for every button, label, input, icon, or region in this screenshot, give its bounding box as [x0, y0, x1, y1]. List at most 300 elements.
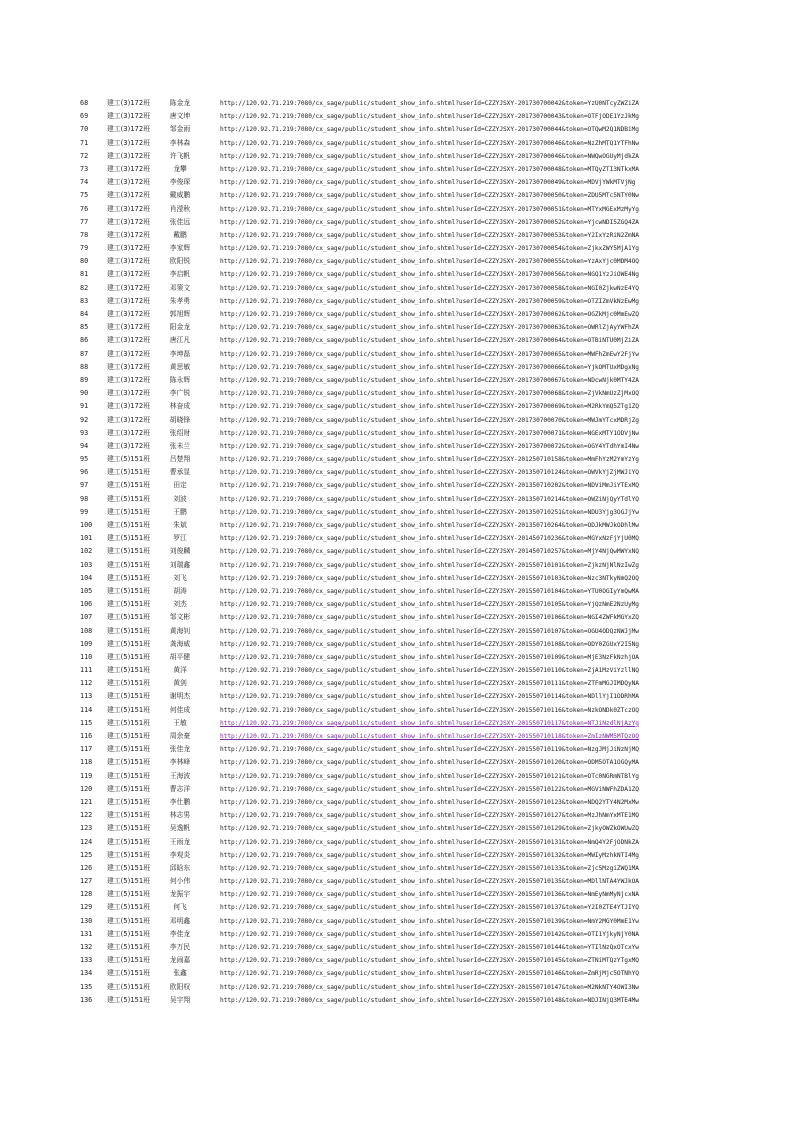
student-name: 陈金龙: [169, 99, 191, 107]
table-row: [0, 176, 793, 189]
table-row: [0, 954, 793, 967]
student-info-link[interactable]: http://120.92.71.219:7080/cx_sage/public/student_show_info.shtml?userId=CZZYJSXY-201730700043&token=OTFjODE1YzJkMg: [220, 113, 639, 121]
row-number: 114: [80, 705, 93, 714]
row-number: 121: [80, 797, 93, 806]
student-name: 王敏: [173, 718, 187, 727]
row-number: 68: [80, 99, 89, 107]
table-row: [0, 928, 793, 941]
student-name: 王海波: [169, 771, 191, 780]
class-name: 建工(3)172班: [107, 99, 150, 107]
student-info-link[interactable]: http://120.92.71.219:7080/cx_sage/public/student_show_info.shtml?userId=CZZYJSXY-201730700070&token=MWJmYTcxMDRjZg: [220, 416, 639, 424]
student-name: 何小伟: [169, 877, 191, 886]
class-name: 建工(3)172班: [107, 336, 150, 345]
table-row: [0, 150, 793, 163]
student-info-link[interactable]: http://120.92.71.219:7080/cx_sage/public/student_show_info.shtml?userId=CZZYJSXY-201350710264&token=ODJkMWJkODhlMw: [220, 522, 639, 529]
table-row: [0, 638, 793, 651]
student-name: 李仕鹏: [169, 797, 191, 806]
student-info-link[interactable]: http://120.92.71.219:7080/cx_sage/public/student_show_info.shtml?userId=CZZYJSXY-201550710110&token=ZjA1MzViYzllNQ: [220, 667, 639, 675]
student-info-link[interactable]: http://120.92.71.219:7080/cx_sage/public/student_show_info.shtml?userId=CZZYJSXY-201550710119&token=NzgJMjJiNzNjMQ: [220, 746, 639, 754]
class-name: 建工(5)151班: [107, 468, 150, 477]
student-info-link[interactable]: http://120.92.71.219:7080/cx_sage/public/student_show_info.shtml?userId=CZZYJSXY-201450710236&token=MGYxNzFjYjU0MQ: [220, 535, 639, 543]
student-info-link[interactable]: http://120.92.71.219:7080/cx_sage/public/student_show_info.shtml?userId=CZZYJSXY-201550710129&token=ZjkyOWZkOWUwZQ: [220, 825, 639, 833]
table-row: [0, 110, 793, 123]
class-name: 建工(3)172班: [107, 415, 150, 424]
student-info-link[interactable]: http://120.92.71.219:7080/cx_sage/public/student_show_info.shtml?userId=CZZYJSXY-201730700065&token=MWFhZmEwY2FjYw: [220, 350, 639, 358]
class-name: 建工(5)151班: [107, 969, 150, 978]
student-name: 李启帆: [169, 270, 191, 279]
class-name: 建工(5)151班: [107, 929, 150, 938]
row-number: 87: [80, 349, 89, 358]
student-info-link[interactable]: http://120.92.71.219:7080/cx_sage/public/student_show_info.shtml?userId=CZZYJSXY-201350710251&token=NDU3Yjg3OGJjYw: [220, 508, 639, 516]
row-number: 93: [80, 428, 89, 437]
class-name: 建工(3)172班: [107, 296, 150, 305]
student-name: 邓明鑫: [169, 916, 191, 925]
class-name: 建工(3)172班: [107, 230, 150, 239]
table-row: [0, 295, 793, 308]
row-number: 124: [80, 837, 93, 846]
class-name: 建工(5)151班: [107, 705, 150, 714]
class-name: 建工(5)151班: [107, 626, 150, 635]
row-number: 82: [80, 283, 89, 292]
class-name: 建工(5)151班: [107, 600, 150, 609]
student-info-link[interactable]: http://120.92.71.219:7080/cx_sage/public/student_show_info.shtml?userId=CZZYJSXY-201550710137&token=Y2I0ZTE4YTJIYQ: [220, 904, 639, 912]
row-number: 92: [80, 415, 89, 424]
student-info-link[interactable]: http://120.92.71.219:7080/cx_sage/public/student_show_info.shtml?userId=CZZYJSXY-201730700062&token=OGZkMjc0MmEwZQ: [220, 311, 639, 318]
row-number: 130: [80, 916, 93, 925]
class-name: 建工(5)151班: [107, 586, 150, 595]
student-info-link[interactable]: http://120.92.71.219:7080/cx_sage/public/student_show_info.shtml?userId=CZZYJSXY-201550710103&token=Nzc3NTkyNmQ2OQ: [220, 574, 639, 582]
student-name: 李佳龙: [169, 929, 191, 938]
class-name: 建工(3)172班: [107, 191, 150, 200]
table-row: [0, 625, 793, 638]
row-number: 134: [80, 969, 93, 978]
row-number: 108: [80, 626, 93, 635]
class-name: 建工(5)151班: [107, 692, 150, 701]
table-row: [0, 783, 793, 796]
student-info-link[interactable]: http://120.92.71.219:7080/cx_sage/public/student_show_info.shtml?userId=CZZYJSXY-201550710135&token=MDllNTA4YWJkOA: [220, 878, 639, 886]
table-row: [0, 901, 793, 914]
student-info-link[interactable]: http://120.92.71.219:7080/cx_sage/public/student_show_info.shtml?userId=CZZYJSXY-201730700048&token=MTQyZTI3NTkxMA: [220, 165, 639, 173]
class-name: 建工(3)172班: [107, 125, 150, 134]
class-name: 建工(5)151班: [107, 613, 150, 622]
table-row: [0, 453, 793, 466]
student-info-link[interactable]: http://120.92.71.219:7080/cx_sage/public/student_show_info.shtml?userId=CZZYJSXY-201550710105&token=YjQzNmE2NzUyMg: [220, 601, 639, 609]
student-info-link[interactable]: http://120.92.71.219:7080/cx_sage/public/student_show_info.shtml?userId=CZZYJSXY-201730700055&token=YzAxYjc0MDM4OQ: [220, 258, 639, 266]
student-info-link[interactable]: http://120.92.71.219:7080/cx_sage/public/student_show_info.shtml?userId=CZZYJSXY-201730700069&token=M2RkYmQ5ZTg1ZQ: [220, 403, 639, 411]
student-name: 龚海威: [169, 639, 191, 648]
student-info-link[interactable]: http://120.92.71.219:7080/cx_sage/public/student_show_info.shtml?userId=CZZYJSXY-201730700044&token=OTQwM2Q1NDBiMg: [220, 126, 639, 134]
student-name: 黄思敏: [169, 362, 191, 371]
class-name: 建工(3)172班: [107, 375, 150, 384]
class-name: 建工(5)151班: [107, 956, 150, 965]
table-row: [0, 216, 793, 229]
student-info-link[interactable]: http://120.92.71.219:7080/cx_sage/public/student_show_info.shtml?userId=CZZYJSXY-201550710107&token=OGU4ODQzNWJjMw: [220, 627, 639, 635]
student-info-link[interactable]: http://120.92.71.219:7080/cx_sage/public/student_show_info.shtml?userId=CZZYJSXY-201550710121&token=OTc0NGRmNTBlYg: [220, 772, 639, 780]
row-number: 129: [80, 903, 93, 912]
row-number: 74: [80, 178, 89, 187]
class-name: 建工(5)151班: [107, 903, 150, 912]
row-number: 71: [80, 138, 89, 147]
table-row: [0, 809, 793, 822]
table-row: [0, 189, 793, 202]
class-name: 建工(5)151班: [107, 837, 150, 846]
student-name: 张未兰: [169, 441, 191, 450]
student-info-link[interactable]: http://120.92.71.219:7080/cx_sage/public/student_show_info.shtml?userId=CZZYJSXY-201550710145&token=ZTNiMTQzYTgxMQ: [220, 957, 639, 965]
student-info-link[interactable]: http://120.92.71.219:7080/cx_sage/public/student_show_info.shtml?userId=CZZYJSXY-201730700063&token=OWRlZjAyYWFhZA: [220, 324, 639, 332]
student-name: 林奋成: [169, 402, 191, 411]
class-name: 建工(5)151班: [107, 666, 150, 675]
student-info-link[interactable]: http://120.92.71.219:7080/cx_sage/public/student_show_info.shtml?userId=CZZYJSXY-201550710142&token=OTI1YjkyNjY0NA: [220, 930, 639, 938]
student-name: 肖滢秋: [169, 204, 191, 213]
student-info-link[interactable]: http://120.92.71.219:7080/cx_sage/public/student_show_info.shtml?userId=CZZYJSXY-201550710120&token=ODM5OTA1OGQyMA: [220, 759, 639, 767]
row-number: 73: [80, 164, 89, 173]
table-row: [0, 242, 793, 255]
row-number: 128: [80, 890, 93, 899]
student-name: 王雨龙: [169, 837, 191, 846]
row-number: 98: [80, 494, 89, 503]
row-number: 102: [80, 547, 93, 556]
table-row: [0, 559, 793, 572]
row-number: 107: [80, 613, 93, 622]
table-row: [0, 994, 793, 1007]
row-number: 118: [80, 758, 93, 767]
student-info-link[interactable]: http://120.92.71.219:7080/cx_sage/public/student_show_info.shtml?userId=CZZYJSXY-201550710146&token=ZmRjMjc5OTNhYQ: [220, 970, 639, 978]
student-info-link[interactable]: http://120.92.71.219:7080/cx_sage/public/student_show_info.shtml?userId=CZZYJSXY-201550710111&token=ZTFmMGJIMDQyNA: [220, 680, 639, 688]
table-row: [0, 479, 793, 492]
table-row: [0, 690, 793, 703]
table-row: [0, 493, 793, 506]
student-name: 龙攀: [173, 164, 187, 173]
table-row: [0, 466, 793, 479]
table-row: [0, 308, 793, 321]
student-name: 吴逸帆: [169, 824, 191, 833]
table-row: [0, 664, 793, 677]
student-name: 张佳远: [169, 217, 191, 226]
row-number: 81: [80, 270, 89, 279]
row-number: 133: [80, 956, 93, 965]
student-info-link[interactable]: http://120.92.71.219:7080/cx_sage/public/student_show_info.shtml?userId=CZZYJSXY-201730700049&token=MDVjYWkMTVjNg: [220, 179, 636, 187]
table-row: [0, 137, 793, 150]
row-number: 105: [80, 586, 93, 595]
class-name: 建工(5)151班: [107, 573, 150, 582]
student-name: 龙振宇: [169, 890, 191, 899]
table-row: [0, 229, 793, 242]
class-name: 建工(5)151班: [107, 494, 150, 503]
class-name: 建工(3)172班: [107, 151, 150, 160]
class-name: 建工(5)151班: [107, 811, 150, 820]
row-number: 109: [80, 639, 93, 648]
student-info-link[interactable]: http://120.92.71.219:7080/cx_sage/public/student_show_info.shtml?userId=CZZYJSXY-201730700046&token=NzZhMTQ1YTFhNw: [220, 139, 639, 147]
student-name: 刘飞: [173, 573, 187, 582]
row-number: 83: [80, 296, 89, 305]
class-name: 建工(5)151班: [107, 758, 150, 767]
row-number: 96: [80, 468, 89, 477]
student-name: 何飞: [173, 903, 187, 912]
student-info-link[interactable]: http://120.92.71.219:7080/cx_sage/public/student_show_info.shtml?userId=CZZYJSXY-201730700056&token=NGQ1YzJiOWE4Ng: [220, 271, 639, 279]
student-name: 郭旭辉: [169, 310, 191, 318]
student-info-link[interactable]: http://120.92.71.219:7080/cx_sage/public/student_show_info.shtml?userId=CZZYJSXY-201550710104&token=YTU0OGIyYmQwMA: [220, 587, 639, 595]
row-number: 135: [80, 982, 93, 991]
class-name: 建工(3)172班: [107, 244, 150, 253]
student-name: 李观炎: [169, 850, 191, 859]
student-name: 刘杰: [173, 600, 187, 609]
row-number: 94: [80, 441, 89, 450]
student-name: 曹志洋: [169, 784, 191, 793]
student-info-link[interactable]: http://120.92.71.219:7080/cx_sage/public/student_show_info.shtml?userId=CZZYJSXY-201550710114&token=NDllYjI1ODRhMA: [220, 693, 639, 701]
student-info-link[interactable]: http://120.92.71.219:7080/cx_sage/public/student_show_info.shtml?userId=CZZYJSXY-201730700066&token=YjkOMTUxMDgxNg: [220, 363, 639, 371]
class-name: 建工(5)151班: [107, 943, 150, 951]
table-row: [0, 822, 793, 835]
table-row: [0, 532, 793, 545]
table-row: [0, 862, 793, 875]
table-row: [0, 414, 793, 427]
row-number: 120: [80, 784, 93, 793]
row-number: 111: [80, 666, 93, 675]
table-row: [0, 545, 793, 558]
student-name: 吴宇翔: [169, 995, 191, 1004]
class-name: 建工(5)151班: [107, 745, 150, 754]
table-row: [0, 519, 793, 532]
table-row: [0, 770, 793, 783]
row-number: 104: [80, 573, 93, 582]
student-name: 朱孝勇: [169, 296, 191, 305]
student-name: 曹承显: [169, 468, 191, 477]
class-name: 建工(5)151班: [107, 481, 150, 490]
row-number: 91: [80, 402, 89, 411]
student-name: 李林森: [169, 138, 191, 147]
class-name: 建工(5)151班: [107, 890, 150, 899]
student-info-link[interactable]: http://120.92.71.219:7080/cx_sage/public/student_show_info.shtml?userId=CZZYJSXY-201730700064&token=OTBiNTU0MjZiZA: [220, 337, 639, 345]
table-row: [0, 374, 793, 387]
row-number: 115: [80, 718, 93, 727]
table-row: [0, 282, 793, 295]
student-name: 田定: [173, 481, 187, 490]
student-name: 欧阳锐: [169, 257, 191, 266]
row-number: 80: [80, 257, 89, 266]
table-row: [0, 440, 793, 453]
table-row: [0, 506, 793, 519]
row-number: 97: [80, 481, 89, 490]
student-name: 黄洋: [173, 666, 187, 675]
row-number: 78: [80, 230, 89, 239]
class-name: 建工(5)151班: [107, 547, 150, 556]
student-info-link[interactable]: http://120.92.71.219:7080/cx_sage/public/student_show_info.shtml?userId=CZZYJSXY-201730700058&token=NGI0ZjkwNzE4YQ: [220, 284, 639, 292]
student-name: 李家辉: [169, 244, 191, 253]
class-name: 建工(5)151班: [107, 995, 150, 1004]
class-name: 建工(3)172班: [107, 164, 150, 173]
student-name: 李广锐: [169, 389, 191, 398]
class-name: 建工(5)151班: [107, 916, 150, 925]
row-number: 122: [80, 811, 93, 820]
class-name: 建工(5)151班: [107, 679, 150, 688]
table-row: [0, 123, 793, 136]
table-row: [0, 611, 793, 624]
student-info-link[interactable]: http://120.92.71.219:7080/cx_sage/public/student_show_info.shtml?userId=CZZYJSXY-201350710202&token=NDViMmJiYTExMQ: [220, 482, 639, 490]
student-name: 许飞帆: [169, 151, 191, 160]
student-name: 谢明杰: [169, 692, 191, 701]
student-info-link[interactable]: http://120.92.71.219:7080/cx_sage/public/student_show_info.shtml?userId=CZZYJSXY-201730700051&token=MTYxMGExMzMyYg: [220, 205, 639, 213]
table-row: [0, 730, 793, 743]
student-name: 唐文坤: [169, 112, 191, 121]
table-row: [0, 321, 793, 334]
table-row: [0, 967, 793, 980]
student-info-link[interactable]: http://120.92.71.219:7080/cx_sage/public/student_show_info.shtml?userId=CZZYJSXY-201730700042&token=YzU0NTcyZWZiZA: [220, 100, 639, 107]
class-name: 建工(5)151班: [107, 652, 150, 661]
table-row: [0, 849, 793, 862]
class-name: 建工(5)151班: [107, 784, 150, 793]
class-name: 建工(5)151班: [107, 507, 150, 516]
row-number: 125: [80, 850, 93, 859]
student-info-link[interactable]: http://120.92.71.219:7080/cx_sage/public/student_show_info.shtml?userId=CZZYJSXY-201550710131&token=NmQ4Y2FjODNkZA: [220, 838, 639, 846]
student-name: 戴鹏: [173, 230, 187, 239]
class-name: 建工(5)151班: [107, 982, 150, 991]
class-name: 建工(3)172班: [107, 310, 150, 318]
student-info-link[interactable]: http://120.92.71.219:7080/cx_sage/public/student_show_info.shtml?userId=CZZYJSXY-201550710133&token=Zjc5MzgiZWQ1MA: [220, 864, 639, 872]
student-info-link[interactable]: http://120.92.71.219:7080/cx_sage/public/student_show_info.shtml?userId=CZZYJSXY-201350710214&token=OWZiNjQyYTdlYQ: [220, 495, 639, 503]
row-number: 126: [80, 863, 93, 872]
student-info-link[interactable]: http://120.92.71.219:7080/cx_sage/public/student_show_info.shtml?userId=CZZYJSXY-201730700059&token=OTZIZmVkNzEwMg: [220, 297, 639, 305]
table-row: [0, 203, 793, 216]
student-list: [0, 97, 793, 1007]
student-info-link[interactable]: http://120.92.71.219:7080/cx_sage/public/student_show_info.shtml?userId=CZZYJSXY-201550710148&token=NDJINjQ3MTE4Mw: [220, 996, 639, 1004]
class-name: 建工(5)151班: [107, 863, 150, 872]
student-info-link[interactable]: http://120.92.71.219:7080/cx_sage/public/student_show_info.shtml?userId=CZZYJSXY-201550710123&token=NDQ2YTY4N2MxMw: [220, 798, 639, 806]
table-row: [0, 981, 793, 994]
row-number: 88: [80, 362, 89, 371]
student-info-link[interactable]: http://120.92.71.219:7080/cx_sage/public/student_show_info.shtml?userId=CZZYJSXY-201550710106&token=NGI4ZWFkMGYxZQ: [220, 614, 639, 622]
class-name: 建工(3)172班: [107, 283, 150, 292]
row-number: 103: [80, 560, 93, 569]
row-number: 123: [80, 824, 93, 833]
student-info-link[interactable]: http://120.92.71.219:7080/cx_sage/public/student_show_info.shtml?userId=CZZYJSXY-201730700067&token=NDcwNjk0MTY4ZA: [220, 376, 639, 384]
table-row: [0, 743, 793, 756]
class-name: 建工(5)151班: [107, 771, 150, 780]
table-row: [0, 255, 793, 268]
student-name: 李坤磊: [169, 349, 191, 358]
row-number: 90: [80, 389, 89, 398]
table-row: [0, 400, 793, 413]
student-name: 胡平健: [169, 652, 191, 661]
student-name: 李万民: [169, 943, 191, 951]
student-info-link[interactable]: http://120.92.71.219:7080/cx_sage/public/student_show_info.shtml?userId=CZZYJSXY-201550710139&token=NmY2MGY0MmE1Yw: [220, 917, 639, 925]
student-name: 张绍财: [169, 428, 191, 437]
student-info-link[interactable]: http://120.92.71.219:7080/cx_sage/public/student_show_info.shtml?userId=CZZYJSXY-201550710122&token=MGViNWFhZDA1ZQ: [220, 785, 639, 793]
row-number: 127: [80, 877, 93, 886]
student-name: 何佳成: [169, 705, 191, 714]
student-name: 邱晗东: [169, 863, 191, 872]
student-info-link[interactable]: http://120.92.71.219:7080/cx_sage/public/student_show_info.shtml?userId=CZZYJSXY-201730700046&token=NWQwOGUyMjdkZA: [220, 152, 639, 160]
student-name: 唐江凡: [169, 336, 191, 345]
student-info-link[interactable]: http://120.92.71.219:7080/cx_sage/public/student_show_info.shtml?userId=CZZYJSXY-201350710124&token=OWVkYjZjMWJiYQ: [220, 469, 639, 477]
student-info-link[interactable]: http://120.92.71.219:7080/cx_sage/public/student_show_info.shtml?userId=CZZYJSXY-201550710136&token=NmEyNmMyNjcxNA: [220, 891, 639, 899]
class-name: 建工(3)172班: [107, 389, 150, 398]
student-info-link[interactable]: http://120.92.71.219:7080/cx_sage/public/student_show_info.shtml?userId=CZZYJSXY-201550710144&token=YTIlNzQxOTcxYw: [220, 944, 639, 951]
table-row: [0, 888, 793, 901]
student-info-link[interactable]: http://120.92.71.219:7080/cx_sage/public/student_show_info.shtml?userId=CZZYJSXY-201550710147&token=M2NkNTY4OWI3Nw: [220, 983, 639, 991]
student-info-link[interactable]: http://120.92.71.219:7080/cx_sage/public/student_show_info.shtml?userId=CZZYJSXY-201550710109&token=MjE3NzFkNzhjOA: [220, 653, 639, 661]
row-number: 101: [80, 534, 93, 543]
class-name: 建工(5)151班: [107, 850, 150, 859]
student-name: 罗江: [173, 534, 187, 543]
table-row: [0, 836, 793, 849]
table-row: [0, 941, 793, 954]
class-name: 建工(3)172班: [107, 428, 150, 437]
row-number: 69: [80, 112, 89, 121]
class-name: 建工(5)151班: [107, 732, 150, 740]
student-info-link[interactable]: http://120.92.71.219:7080/cx_sage/public/student_show_info.shtml?userId=CZZYJSXY-201730700052&token=YjcwNDI5ZGQ4ZA: [220, 218, 639, 226]
student-info-link[interactable]: http://120.92.71.219:7080/cx_sage/public/student_show_info.shtml?userId=CZZYJSXY-201550710117&token=NTJiNzdlNjAzYg: [220, 719, 639, 727]
student-info-link[interactable]: http://120.92.71.219:7080/cx_sage/public/student_show_info.shtml?userId=CZZYJSXY-201550710116&token=NzkONDk0ZTczOQ: [220, 706, 639, 714]
student-name: 刘俊麟: [169, 547, 191, 556]
row-number: 110: [80, 652, 93, 661]
class-name: 建工(3)172班: [107, 349, 150, 358]
student-info-link[interactable]: http://120.92.71.219:7080/cx_sage/public/student_show_info.shtml?userId=CZZYJSXY-201730700054&token=ZjkxZWY5MjA1Yg: [220, 245, 639, 253]
row-number: 117: [80, 745, 93, 754]
row-number: 116: [80, 732, 93, 740]
class-name: 建工(3)172班: [107, 178, 150, 187]
student-name: 李林峰: [169, 758, 191, 767]
class-name: 建工(5)151班: [107, 824, 150, 833]
student-name: 邹文彬: [169, 613, 191, 622]
table-row: [0, 756, 793, 769]
table-row: [0, 796, 793, 809]
student-info-link[interactable]: http://120.92.71.219:7080/cx_sage/public/student_show_info.shtml?userId=CZZYJSXY-201550710132&token=MWIyMzhkNTI4Mg: [220, 851, 639, 859]
student-info-link[interactable]: http://120.92.71.219:7080/cx_sage/public/student_show_info.shtml?userId=CZZYJSXY-201730700071&token=NGExMTY1ODVjNw: [220, 429, 639, 437]
student-name: 黄海钊: [169, 626, 191, 635]
row-number: 79: [80, 244, 89, 253]
student-info-link[interactable]: http://120.92.71.219:7080/cx_sage/public/student_show_info.shtml?userId=CZZYJSXY-201730700050&token=ZDU5MTc5NTY0Nw: [220, 192, 639, 200]
student-info-link[interactable]: http://120.92.71.219:7080/cx_sage/public/student_show_info.shtml?userId=CZZYJSXY-201550710127&token=MzJhNmYxMTE1MQ: [220, 812, 639, 820]
student-info-link[interactable]: http://120.92.71.219:7080/cx_sage/public/student_show_info.shtml?userId=CZZYJSXY-201550710108&token=ODY0ZGUxY2I5Ng: [220, 640, 639, 648]
student-name: 朱斌: [173, 521, 187, 529]
table-row: [0, 677, 793, 690]
row-number: 136: [80, 995, 93, 1004]
student-name: 邹金雨: [169, 125, 191, 134]
student-name: 刘瑞鑫: [169, 560, 191, 569]
student-name: 陈永辉: [169, 375, 191, 384]
class-name: 建工(5)151班: [107, 718, 150, 727]
row-number: 85: [80, 323, 89, 332]
class-name: 建工(3)172班: [107, 362, 150, 371]
student-info-link[interactable]: http://120.92.71.219:7080/cx_sage/public/student_show_info.shtml?userId=CZZYJSXY-201730700053&token=Y2IxYzRiN2ZmNA: [220, 231, 639, 239]
row-number: 112: [80, 679, 93, 688]
student-info-link[interactable]: http://120.92.71.219:7080/cx_sage/public/student_show_info.shtml?userId=CZZYJSXY-201250710158&token=MmFhYzM2YmYzYg: [220, 456, 639, 464]
row-number: 95: [80, 455, 89, 464]
student-name: 李俊琛: [169, 178, 191, 187]
student-info-link[interactable]: http://120.92.71.219:7080/cx_sage/public/student_show_info.shtml?userId=CZZYJSXY-201550710118&token=ZmIzNWM5MTQzOQ: [220, 733, 639, 740]
row-number: 99: [80, 507, 89, 516]
student-name: 周余豪: [169, 732, 191, 740]
row-number: 86: [80, 336, 89, 345]
class-name: 建工(3)172班: [107, 217, 150, 226]
class-name: 建工(3)172班: [107, 323, 150, 332]
table-row: [0, 875, 793, 888]
row-number: 119: [80, 771, 93, 780]
table-row: [0, 915, 793, 928]
student-info-link[interactable]: http://120.92.71.219:7080/cx_sage/public/student_show_info.shtml?userId=CZZYJSXY-201550710101&token=ZjkzNjNlNzIwZg: [220, 561, 639, 569]
row-number: 77: [80, 217, 89, 226]
class-name: 建工(5)151班: [107, 455, 150, 464]
table-row: [0, 268, 793, 281]
student-info-link[interactable]: http://120.92.71.219:7080/cx_sage/public/student_show_info.shtml?userId=CZZYJSXY-201730700068&token=ZjVkNmUzZjMxOQ: [220, 390, 639, 398]
student-info-link[interactable]: http://120.92.71.219:7080/cx_sage/public/student_show_info.shtml?userId=CZZYJSXY-201450710257&token=MjY4NjQwMWYxNQ: [220, 548, 639, 556]
row-number: 84: [80, 310, 89, 318]
student-name: 戴威鹏: [169, 191, 191, 200]
student-name: 阳金龙: [169, 323, 191, 332]
table-row: [0, 97, 793, 110]
table-row: [0, 598, 793, 611]
student-info-link[interactable]: http://120.92.71.219:7080/cx_sage/public/student_show_info.shtml?userId=CZZYJSXY-201730700072&token=OGY4YTdhYmI4Nw: [220, 442, 639, 450]
